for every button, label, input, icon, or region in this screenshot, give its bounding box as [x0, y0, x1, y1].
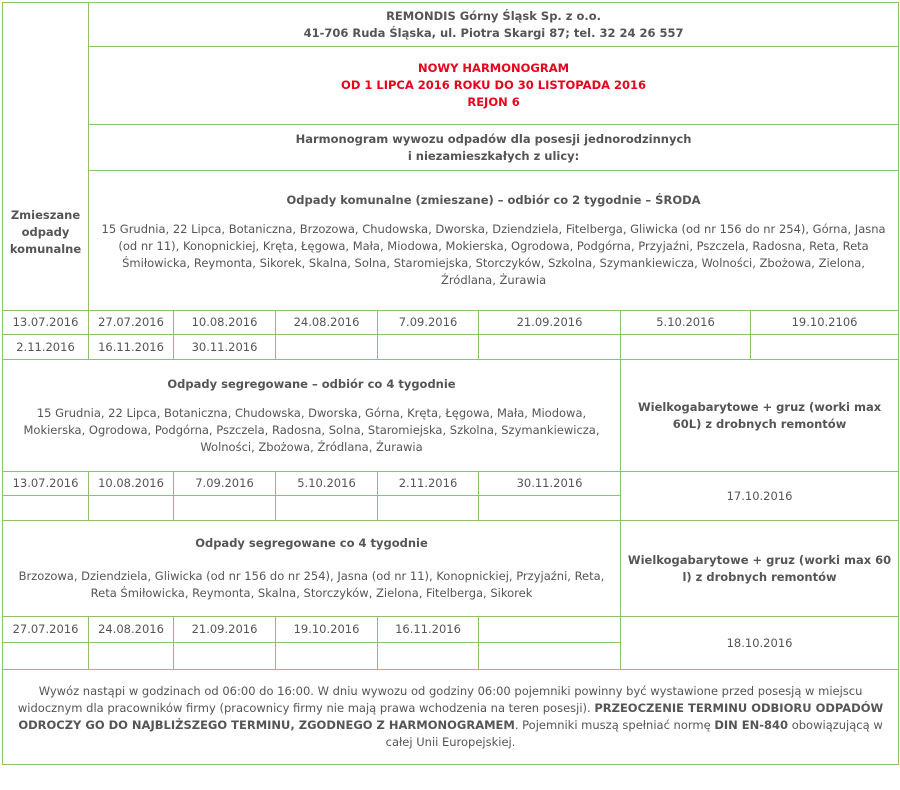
segregated-2-heading: Odpady segregowane co 4 tygodnie: [195, 536, 428, 550]
footer-warning: PRZEOCZENIE TERMINU ODBIORU ODPADÓW ODROCZY GO DO NAJBLIŻSZEGO TERMINU, ZGODNEGO Z HARMONOGRAMEM: [18, 701, 884, 732]
empty-cell: [89, 496, 174, 521]
bulky-waste-1-label: Wielkogabarytowe + gruz (worki max 60L) z drobnych remontów: [621, 360, 899, 472]
bulky-waste-2-date: 18.10.2016: [621, 617, 899, 670]
segregated-2-streets: Brzozowa, Dziendziela, Gliwicka (od nr 156 do nr 254), Jasna (od nr 11), Konopnickiej, Przyjaźni, Reta, Reta Śmiłowicka, Reymonta, Skalna, Storczyków, Zielona, Fitelberga, Sikorek: [18, 569, 605, 600]
empty-cell: [276, 496, 378, 521]
date-cell: 7.09.2016: [378, 311, 479, 335]
date-cell: 2.11.2016: [3, 335, 89, 360]
company-address: 41-706 Ruda Śląska, ul. Piotra Skargi 87; tel. 32 24 26 557: [303, 25, 684, 40]
mixed-waste-side-label: Zmieszane odpady komunalne: [9, 208, 82, 256]
footer-text-1: Wywóz nastąpi w godzinach od 06:00 do 16:00. W dniu wywozu od godziny 06:00 pojemniki powinny być wystawione przed posesją w miejscu widocznym dla pracowników firmy (pracownicy firmy nie mają prawa wchodzenia na teren posesji).: [17, 684, 863, 715]
date-cell: [621, 335, 751, 360]
segregated-1-info: [3, 360, 621, 472]
footer-text-3: obowiązującą w całej Unii Europejskiej.: [385, 718, 883, 749]
date-cell: 2.11.2016: [378, 472, 479, 496]
date-cell: 21.09.2016: [174, 617, 276, 643]
bulky-waste-1-date: 17.10.2016: [621, 472, 899, 521]
segregated-1-dates-row: [3, 472, 899, 496]
mixed-waste-info: [89, 171, 899, 311]
date-cell: 16.11.2016: [378, 617, 479, 643]
date-cell: 21.09.2016: [479, 311, 621, 335]
schedule-title: [89, 47, 899, 125]
empty-cell: [3, 643, 89, 670]
title-line-2: OD 1 LIPCA 2016 ROKU DO 30 LISTOPADA 2016: [341, 78, 647, 92]
date-cell: 19.10.2106: [751, 311, 899, 335]
empty-cell: [89, 643, 174, 670]
date-cell: 5.10.2016: [276, 472, 378, 496]
logo-cell: [3, 3, 89, 311]
empty-cell: [479, 496, 621, 521]
date-cell: 7.09.2016: [174, 472, 276, 496]
segregated-1-streets: 15 Grudnia, 22 Lipca, Botaniczna, Chudowska, Dworska, Górna, Kręta, Łęgowa, Mała, Miodowa, Mokierska, Ogrodowa, Podgórna, Pszczela, Radosna, Solna, Staromiejska, Szkolna, Szymankiewicza, Wolności, Zbożowa, Źródlana, Żurawia: [23, 405, 600, 454]
date-cell: [479, 335, 621, 360]
date-cell: 24.08.2016: [276, 311, 378, 335]
date-cell: 16.11.2016: [89, 335, 174, 360]
date-cell: [276, 335, 378, 360]
empty-cell: [378, 496, 479, 521]
date-cell: 5.10.2016: [621, 311, 751, 335]
company-info: [89, 3, 899, 47]
empty-cell: [174, 496, 276, 521]
mixed-waste-streets: 15 Grudnia, 22 Lipca, Botaniczna, Brzozowa, Chudowska, Dworska, Dziendziela, Fitelberga, Gliwicka (od nr 156 do nr 254), Górna, Jasna (od nr 11), Konopnickiej, Kręta, Łęgowa, Mała, Miodowa, Mokierska, Ogrodowa, Podgórna, Przyjaźni, Pszczela, Radosna, Reta, Reta Śmiłowicka, Reymonta, Sikorek, Skalna, Solna, Staromiejska, Storczyków, Szkolna, Szymankiewicza, Wolności, Zbożowa, Zielona, Źródlana, Żurawia: [101, 222, 886, 287]
segregated-1-heading: Odpady segregowane – odbiór co 4 tygodnie: [167, 376, 456, 391]
footer-norm: DIN EN-840: [714, 718, 789, 732]
segregated-2-info: [3, 521, 621, 617]
empty-cell: [378, 643, 479, 670]
empty-cell: [276, 643, 378, 670]
segregated-2-dates-row: [3, 617, 899, 643]
mixed-dates-row-2: [3, 335, 899, 360]
date-cell: 13.07.2016: [3, 472, 89, 496]
empty-cell: [3, 496, 89, 521]
date-cell: 19.10.2016: [276, 617, 378, 643]
date-cell: 13.07.2016: [3, 311, 89, 335]
title-line-1: NOWY HARMONOGRAM: [418, 61, 570, 75]
title-line-3: REJON 6: [467, 95, 520, 109]
bulky-waste-2-label: Wielkogabarytowe + gruz (worki max 60 l) z drobnych remontów: [621, 521, 899, 617]
date-cell: 30.11.2016: [479, 472, 621, 496]
date-cell: 27.07.2016: [89, 311, 174, 335]
date-cell: 10.08.2016: [174, 311, 276, 335]
intro-line-2: i niezamieszkałych z ulicy:: [407, 148, 580, 163]
date-cell: 27.07.2016: [3, 617, 89, 643]
mixed-waste-heading: Odpady komunalne (zmieszane) – odbiór co 2 tygodnie – ŚRODA: [286, 193, 701, 207]
empty-cell: [174, 643, 276, 670]
date-cell: [479, 617, 621, 643]
date-cell: [751, 335, 899, 360]
company-name: REMONDIS Górny Śląsk Sp. z o.o.: [386, 8, 602, 23]
intro-line-1: Harmonogram wywozu odpadów dla posesji jednorodzinnych: [295, 131, 692, 146]
date-cell: 10.08.2016: [89, 472, 174, 496]
empty-cell: [479, 643, 621, 670]
footer-text-2: . Pojemniki muszą spełniać normę: [514, 718, 715, 732]
schedule-intro: [89, 125, 899, 171]
footer-notice: [3, 670, 899, 765]
schedule-table: [2, 2, 899, 765]
date-cell: [378, 335, 479, 360]
date-cell: 24.08.2016: [89, 617, 174, 643]
mixed-dates-row-1: [3, 311, 899, 335]
date-cell: 30.11.2016: [174, 335, 276, 360]
